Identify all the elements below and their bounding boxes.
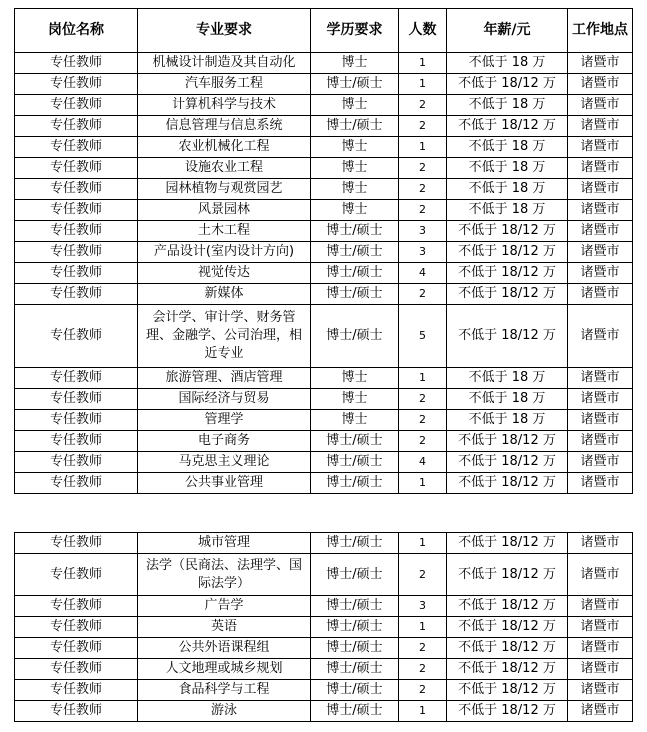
table-row	[15, 263, 633, 284]
table-row	[15, 284, 633, 305]
degree-cell: 博士	[311, 368, 399, 389]
degree-cell: 博士/硕士	[311, 452, 399, 473]
salary-cell: 不低于 18/12 万	[447, 701, 568, 722]
position-cell: 专任教师	[15, 263, 138, 284]
degree-cell: 博士	[311, 410, 399, 431]
degree-cell: 博士/硕士	[311, 284, 399, 305]
count-cell: 1	[399, 74, 447, 95]
degree-cell: 博士/硕士	[311, 473, 399, 494]
major-cell: 人文地理或城乡规划	[138, 659, 311, 680]
location-cell: 诸暨市	[568, 410, 633, 431]
table-row	[15, 137, 633, 158]
count-cell: 2	[399, 680, 447, 701]
location-cell: 诸暨市	[568, 53, 633, 74]
location-cell: 诸暨市	[568, 533, 633, 554]
salary-cell: 不低于 18/12 万	[447, 638, 568, 659]
count-cell: 2	[399, 116, 447, 137]
major-cell: 新媒体	[138, 284, 311, 305]
header-position: 岗位名称	[15, 9, 138, 53]
count-cell: 1	[399, 533, 447, 554]
major-cell: 园林植物与观赏园艺	[138, 179, 311, 200]
degree-cell: 博士/硕士	[311, 242, 399, 263]
major-cell: 食品科学与工程	[138, 680, 311, 701]
table-row	[15, 638, 633, 659]
table-row	[15, 200, 633, 221]
location-cell: 诸暨市	[568, 221, 633, 242]
salary-cell: 不低于 18/12 万	[447, 617, 568, 638]
degree-cell: 博士	[311, 179, 399, 200]
position-cell: 专任教师	[15, 659, 138, 680]
table-row	[15, 596, 633, 617]
major-cell: 马克思主义理论	[138, 452, 311, 473]
position-cell: 专任教师	[15, 137, 138, 158]
major-cell: 产品设计(室内设计方向)	[138, 242, 311, 263]
position-cell: 专任教师	[15, 389, 138, 410]
position-cell: 专任教师	[15, 680, 138, 701]
position-cell: 专任教师	[15, 638, 138, 659]
salary-cell: 不低于 18 万	[447, 95, 568, 116]
table-row	[15, 680, 633, 701]
degree-cell: 博士	[311, 95, 399, 116]
position-cell: 专任教师	[15, 410, 138, 431]
table-row	[15, 389, 633, 410]
major-cell: 机械设计制造及其自动化	[138, 53, 311, 74]
location-cell: 诸暨市	[568, 179, 633, 200]
degree-cell: 博士	[311, 200, 399, 221]
major-cell: 计算机科学与技术	[138, 95, 311, 116]
salary-cell: 不低于 18/12 万	[447, 284, 568, 305]
count-cell: 1	[399, 368, 447, 389]
position-cell: 专任教师	[15, 179, 138, 200]
salary-cell: 不低于 18/12 万	[447, 221, 568, 242]
location-cell: 诸暨市	[568, 305, 633, 368]
count-cell: 2	[399, 179, 447, 200]
major-cell: 汽车服务工程	[138, 74, 311, 95]
salary-cell: 不低于 18/12 万	[447, 452, 568, 473]
salary-cell: 不低于 18/12 万	[447, 263, 568, 284]
count-cell: 1	[399, 53, 447, 74]
degree-cell: 博士/硕士	[311, 554, 399, 596]
position-cell: 专任教师	[15, 473, 138, 494]
salary-cell: 不低于 18 万	[447, 410, 568, 431]
location-cell: 诸暨市	[568, 659, 633, 680]
degree-cell: 博士/硕士	[311, 305, 399, 368]
salary-cell: 不低于 18/12 万	[447, 659, 568, 680]
position-cell: 专任教师	[15, 95, 138, 116]
degree-cell: 博士	[311, 389, 399, 410]
count-cell: 1	[399, 617, 447, 638]
location-cell: 诸暨市	[568, 137, 633, 158]
salary-cell: 不低于 18/12 万	[447, 473, 568, 494]
position-cell: 专任教师	[15, 200, 138, 221]
header-salary: 年薪/元	[447, 9, 568, 53]
degree-cell: 博士/硕士	[311, 116, 399, 137]
degree-cell: 博士/硕士	[311, 701, 399, 722]
position-cell: 专任教师	[15, 368, 138, 389]
position-cell: 专任教师	[15, 431, 138, 452]
degree-cell: 博士/硕士	[311, 638, 399, 659]
table-row	[15, 659, 633, 680]
location-cell: 诸暨市	[568, 74, 633, 95]
position-cell: 专任教师	[15, 53, 138, 74]
count-cell: 3	[399, 596, 447, 617]
degree-cell: 博士/硕士	[311, 221, 399, 242]
degree-cell: 博士/硕士	[311, 74, 399, 95]
table-row	[15, 410, 633, 431]
degree-cell: 博士/硕士	[311, 596, 399, 617]
salary-cell: 不低于 18/12 万	[447, 596, 568, 617]
table-row	[15, 617, 633, 638]
salary-cell: 不低于 18/12 万	[447, 554, 568, 596]
location-cell: 诸暨市	[568, 389, 633, 410]
location-cell: 诸暨市	[568, 158, 633, 179]
header-major: 专业要求	[138, 9, 311, 53]
degree-cell: 博士/硕士	[311, 659, 399, 680]
position-cell: 专任教师	[15, 701, 138, 722]
location-cell: 诸暨市	[568, 200, 633, 221]
major-cell: 农业机械化工程	[138, 137, 311, 158]
count-cell: 3	[399, 242, 447, 263]
table-row	[15, 53, 633, 74]
degree-cell: 博士/硕士	[311, 533, 399, 554]
salary-cell: 不低于 18/12 万	[447, 680, 568, 701]
position-cell: 专任教师	[15, 596, 138, 617]
location-cell: 诸暨市	[568, 452, 633, 473]
table-row	[15, 554, 633, 596]
count-cell: 1	[399, 137, 447, 158]
location-cell: 诸暨市	[568, 638, 633, 659]
salary-cell: 不低于 18 万	[447, 53, 568, 74]
count-cell: 3	[399, 221, 447, 242]
table-row	[15, 179, 633, 200]
position-cell: 专任教师	[15, 74, 138, 95]
major-cell: 信息管理与信息系统	[138, 116, 311, 137]
count-cell: 2	[399, 284, 447, 305]
major-cell: 视觉传达	[138, 263, 311, 284]
location-cell: 诸暨市	[568, 431, 633, 452]
table-row	[15, 701, 633, 722]
table-row	[15, 305, 633, 368]
salary-cell: 不低于 18 万	[447, 368, 568, 389]
table-row	[15, 533, 633, 554]
position-cell: 专任教师	[15, 242, 138, 263]
location-cell: 诸暨市	[568, 263, 633, 284]
location-cell: 诸暨市	[568, 680, 633, 701]
position-cell: 专任教师	[15, 284, 138, 305]
salary-cell: 不低于 18/12 万	[447, 431, 568, 452]
table-row	[15, 473, 633, 494]
location-cell: 诸暨市	[568, 95, 633, 116]
count-cell: 2	[399, 410, 447, 431]
position-cell: 专任教师	[15, 617, 138, 638]
header-location: 工作地点	[568, 9, 633, 53]
major-cell: 风景园林	[138, 200, 311, 221]
count-cell: 4	[399, 263, 447, 284]
position-cell: 专任教师	[15, 305, 138, 368]
salary-cell: 不低于 18 万	[447, 158, 568, 179]
count-cell: 5	[399, 305, 447, 368]
table-row	[15, 242, 633, 263]
salary-cell: 不低于 18/12 万	[447, 305, 568, 368]
major-cell: 设施农业工程	[138, 158, 311, 179]
table-row	[15, 74, 633, 95]
count-cell: 2	[399, 95, 447, 116]
position-cell: 专任教师	[15, 221, 138, 242]
salary-cell: 不低于 18/12 万	[447, 116, 568, 137]
major-cell: 英语	[138, 617, 311, 638]
major-cell: 城市管理	[138, 533, 311, 554]
salary-cell: 不低于 18 万	[447, 389, 568, 410]
count-cell: 4	[399, 452, 447, 473]
degree-cell: 博士/硕士	[311, 680, 399, 701]
count-cell: 2	[399, 554, 447, 596]
recruitment-table-1	[14, 8, 633, 494]
salary-cell: 不低于 18/12 万	[447, 74, 568, 95]
location-cell: 诸暨市	[568, 242, 633, 263]
location-cell: 诸暨市	[568, 617, 633, 638]
position-cell: 专任教师	[15, 554, 138, 596]
degree-cell: 博士/硕士	[311, 617, 399, 638]
major-cell: 旅游管理、酒店管理	[138, 368, 311, 389]
position-cell: 专任教师	[15, 158, 138, 179]
degree-cell: 博士	[311, 137, 399, 158]
table-row	[15, 221, 633, 242]
header-row	[15, 9, 633, 53]
count-cell: 2	[399, 389, 447, 410]
location-cell: 诸暨市	[568, 284, 633, 305]
header-degree: 学历要求	[311, 9, 399, 53]
table-row	[15, 158, 633, 179]
degree-cell: 博士	[311, 158, 399, 179]
degree-cell: 博士/硕士	[311, 263, 399, 284]
major-cell: 国际经济与贸易	[138, 389, 311, 410]
major-cell: 公共事业管理	[138, 473, 311, 494]
major-cell: 法学（民商法、法理学、国际法学）	[138, 554, 311, 596]
table-row	[15, 95, 633, 116]
major-cell: 公共外语课程组	[138, 638, 311, 659]
table-row	[15, 368, 633, 389]
count-cell: 2	[399, 431, 447, 452]
location-cell: 诸暨市	[568, 473, 633, 494]
salary-cell: 不低于 18 万	[447, 179, 568, 200]
count-cell: 2	[399, 158, 447, 179]
count-cell: 2	[399, 659, 447, 680]
major-cell: 游泳	[138, 701, 311, 722]
major-cell: 广告学	[138, 596, 311, 617]
table-row	[15, 431, 633, 452]
salary-cell: 不低于 18 万	[447, 137, 568, 158]
salary-cell: 不低于 18 万	[447, 200, 568, 221]
major-cell: 土木工程	[138, 221, 311, 242]
header-count: 人数	[399, 9, 447, 53]
position-cell: 专任教师	[15, 533, 138, 554]
count-cell: 2	[399, 638, 447, 659]
major-cell: 管理学	[138, 410, 311, 431]
table-row	[15, 452, 633, 473]
position-cell: 专任教师	[15, 116, 138, 137]
degree-cell: 博士/硕士	[311, 431, 399, 452]
location-cell: 诸暨市	[568, 368, 633, 389]
count-cell: 1	[399, 701, 447, 722]
location-cell: 诸暨市	[568, 596, 633, 617]
major-cell: 电子商务	[138, 431, 311, 452]
count-cell: 1	[399, 473, 447, 494]
degree-cell: 博士	[311, 53, 399, 74]
major-cell: 会计学、审计学、财务管理、金融学、公司治理，相近专业	[138, 305, 311, 368]
count-cell: 2	[399, 200, 447, 221]
location-cell: 诸暨市	[568, 701, 633, 722]
location-cell: 诸暨市	[568, 116, 633, 137]
position-cell: 专任教师	[15, 452, 138, 473]
salary-cell: 不低于 18/12 万	[447, 533, 568, 554]
table-row	[15, 116, 633, 137]
recruitment-table-2	[14, 532, 633, 722]
location-cell: 诸暨市	[568, 554, 633, 596]
salary-cell: 不低于 18/12 万	[447, 242, 568, 263]
